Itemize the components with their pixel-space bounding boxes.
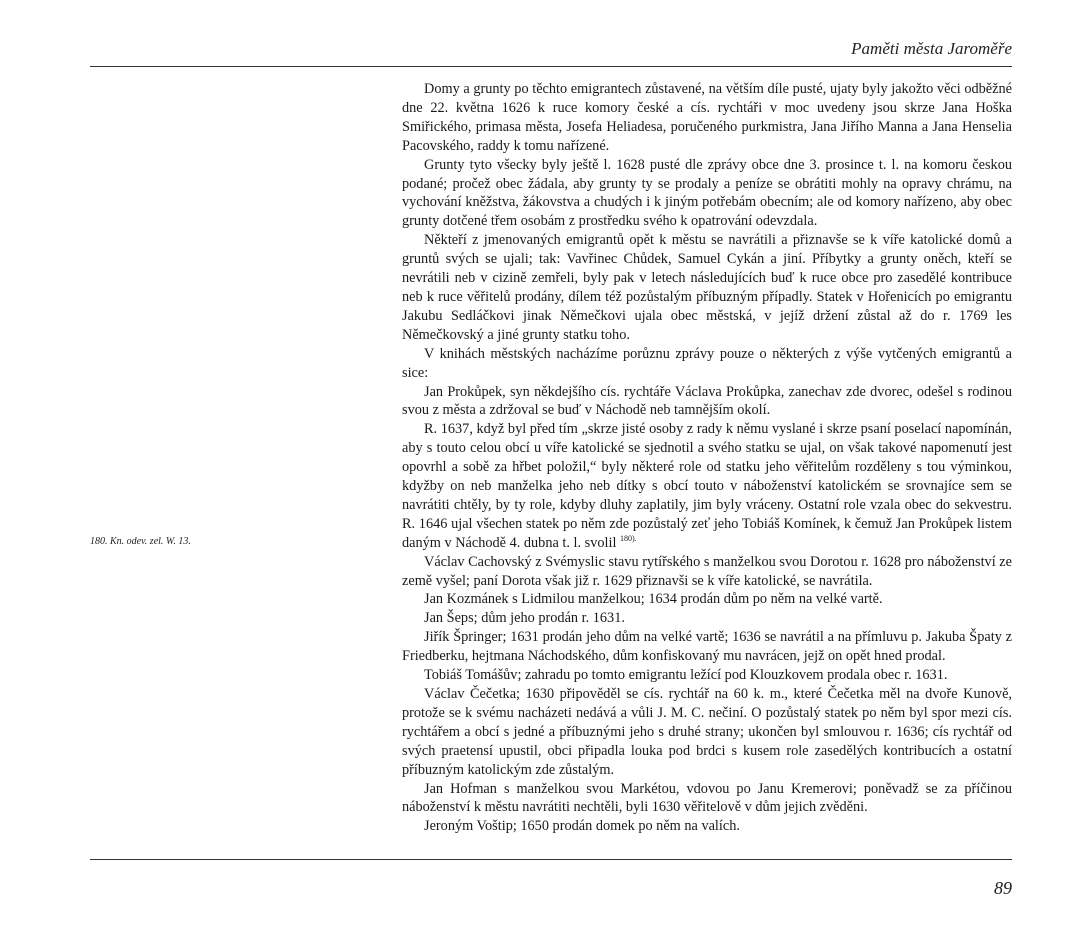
page-number: 89 [994,878,1012,898]
paragraph: Jiřík Špringer; 1631 prodán jeho dům na velké vartě; 1636 se navrátil a na přímluvu p. Jakuba Špaty z Friedberku, hejtmana Náchodského, dům konfiskovaný mu navrácen, jejž on opět hned prodal. [402,629,1012,665]
footnote-reference: 180). [620,533,637,543]
paragraph: Jeroným Voštip; 1650 prodán domek po něm na valích. [424,818,740,835]
paragraph-with-footnote [402,420,1012,552]
paragraph: Domy a grunty po těchto emigrantech zůstavené, na větším díle pusté, ujaty byly jakožto věci odběžné dne 22. května 1626 k ruce komory české a cís. rychtáři v moc uvedeny jsou skrze Jana Hoška Smiřického, primasa města, Josefa Heliadesa, poručeného purkmistra, Jana Jiřího Manna a Jana Henselia Pacovského, raddy k tomu nařízené. [402,81,1012,154]
paragraph: Někteří z jmenovaných emigrantů opět k městu se navrátili a přiznavše se k víře katolické domů a gruntů svých se ujali; tak: Vavřinec Chůdek, Samuel Cykán a jiní. Příbytky a grunty oněch, kteří se nevrátili neb v cizině zemřeli, byly pak v letech následujících buď k ruce obce pro zasedělé kontribuce neb k ruce věřitelů prodány, dílem též pozůstalým příbuzným případly. Statek v Hořenicích po emigrantu Jakubu Sedláčkovi jinak Němečkovi ujala obec městská, v jejíž držení zůstal až do r. 1769 les Němečkovský a jiné grunty statku toho. [402,232,1012,343]
paragraph: Jan Kozmánek s Lidmilou manželkou; 1634 prodán dům po něm na velké vartě. [424,591,883,608]
running-header-title: Paměti města Jaroměře [851,39,1012,58]
paragraph: Jan Šeps; dům jeho prodán r. 1631. [424,610,625,627]
paragraph: Václav Cachovský z Svémyslic stavu rytířského s manželkou svou Dorotou r. 1628 pro náboženství ze země vyšel; paní Dorota však již r. 1629 přiznavši se k víře katolické, se navrátila. [402,553,1012,589]
paragraph: Jan Prokůpek, syn někdejšího cís. rychtáře Václava Prokůpka, zanechav zde dvorec, odešel s rodinou svou z města a zdržoval se buď v Náchodě neb tamnějším okolí. [402,383,1012,419]
paragraph: Grunty tyto všecky byly ještě l. 1628 pusté dle zprávy obce dne 3. prosince t. l. na komoru českou podané; pročež obec žádala, aby grunty ty se prodaly a peníze se obrátiti mohly na opravy chrámu, na vychování kněžstva, žákovstva a chudých i k jiným potřebám obecním; ale od komory nařízeno, aby obec grunty dotčené třem osobám z prostředku svého k opatrování odevzdala. [402,156,1012,230]
paragraph-text: R. 1637, když byl před tím „skrze jisté osoby z rady k němu vyslané i skrze psaní poselací napomínán, aby s touto celou obcí u víře katolické se sjednotil a svého statku se ujal, on však takové napomenutí jest opovrhl a sobě za hřbet položil,“ byly některé role od statku jeho věřitelům rozděleny s tou výminkou, kdyžby on neb manželka jeho neb dítky s obcí touto v náboženství katolickém se srovnajíce sem se navrátiti chtěly, by ty role, kdyby dluhy zaplatily, jim byly vráceny. Ostatní role vzala obec do sekvestru. R. 1646 ujal všechen statek po něm zde pozůstalý zeť jeho Tobiáš Komínek, k čemuž Jan Prokůpek listem daným v Náchodě 4. dubna t. l. svolil [402,421,1012,551]
margin-footnote: 180. Kn. odev. zel. W. 13. [90,536,191,547]
paragraph: V knihách městských nacházíme porůznu zprávy pouze o některých z výše vytčených emigrantů a sice: [402,345,1012,381]
paragraph: Tobiáš Tomášův; zahradu po tomto emigrantu ležící pod Klouzkovem prodala obec r. 1631. [424,667,948,684]
footer-rule [90,859,1012,860]
main-text [402,80,1012,836]
paragraph: Václav Čečetka; 1630 připověděl se cís. rychtář na 60 k. m., které Čečetka měl na dvoře Kunově, protože se k svému nacházeti nedává a vůli J. M. C. nečiní. O pozůstalý statek po něm byl spor mezi cís. rychtářem a obcí s jedné a příbuznými jeho s druhé strany; ukončen byl smlouvou r. 1636; cís rychtář od svých praetensí upustil, obci připadla louka pod brdci s kusem role zasedělých kontribucích a ostatní příbuzným katolickým zde zůstalým. [402,686,1012,778]
header-rule [90,66,1012,67]
paragraph: Jan Hofman s manželkou svou Markétou, vdovou po Janu Kremerovi; poněvadž se za příčinou náboženství k městu navrátiti nechtěli, byli 1630 věřitelově v dům jejich zvěděni. [402,780,1012,816]
